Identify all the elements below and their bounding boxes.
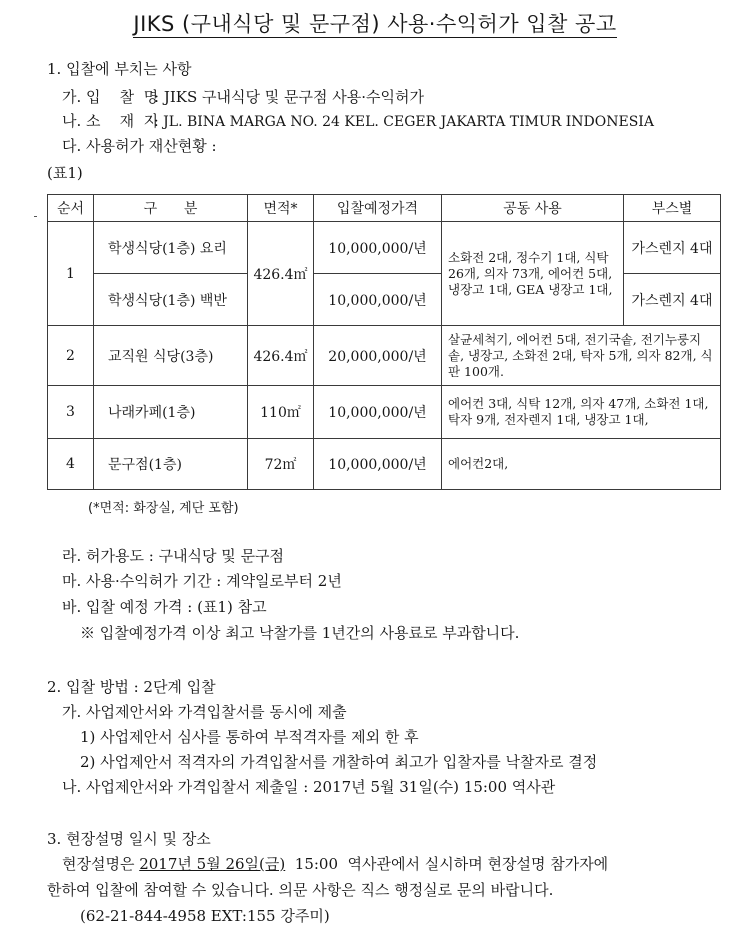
row2-name: 교직원 식당(3층) bbox=[94, 326, 248, 386]
row1b-booth: 가스렌지 4대 bbox=[624, 274, 721, 326]
briefing-line2: 한하여 입찰에 참여할 수 있습니다. 의문 사항은 직스 행정실로 문의 바랍니다. bbox=[47, 881, 554, 899]
price-note: ※ 입찰예정가격 이상 최고 낙찰가를 1년간의 사용료로 부과합니다. bbox=[80, 624, 520, 642]
property-status-label: 다. 사용허가 재산현황 : bbox=[62, 137, 217, 155]
submission-method: 가. 사업제안서와 가격입찰서를 동시에 제출 bbox=[62, 703, 347, 721]
row4-shared: 에어컨2대, bbox=[442, 439, 721, 490]
row3-area: 110㎡ bbox=[248, 386, 314, 439]
briefing-detail: 15:00 역사관에서 실시하며 현장설명 참가자에 bbox=[285, 855, 609, 873]
document-title: JIKS (구내식당 및 문구점) 사용·수익허가 입찰 공고 bbox=[133, 12, 617, 36]
scan-mark bbox=[34, 216, 37, 217]
section1-heading: 1. 입찰에 부치는 사항 bbox=[47, 60, 192, 78]
row1b-name: 학생식당(1층) 백반 bbox=[94, 274, 248, 326]
header-no: 순서 bbox=[48, 195, 94, 222]
row1-shared: 소화전 2대, 정수기 1대, 식탁 26개, 의자 73개, 에어컨 5대,냉장고 1대, GEA 냉장고 1대, bbox=[442, 222, 624, 326]
row4-price: 10,000,000/년 bbox=[314, 439, 442, 490]
permit-use: 라. 허가용도 : 구내식당 및 문구점 bbox=[62, 547, 285, 565]
table-row bbox=[48, 326, 721, 386]
row4-no: 4 bbox=[48, 439, 94, 490]
header-shared: 공동 사용 bbox=[442, 195, 624, 222]
table-caption: (표1) bbox=[47, 164, 83, 182]
row2-area: 426.4㎡ bbox=[248, 326, 314, 386]
location-label: 나. 소 재 지 bbox=[62, 112, 159, 130]
briefing-date: 2017년 5월 26일(금) bbox=[139, 855, 286, 873]
briefing-intro: 현장설명은 bbox=[62, 855, 140, 873]
area-footnote: (*면적: 화장실, 계단 포함) bbox=[88, 501, 239, 516]
planned-price: 바. 입찰 예정 가격 : (표1) 참고 bbox=[62, 598, 267, 616]
row3-name: 나래카페(1층) bbox=[94, 386, 248, 439]
header-category: 구 분 bbox=[94, 195, 248, 222]
row1a-booth: 가스렌지 4대 bbox=[624, 222, 721, 274]
table-row bbox=[48, 386, 721, 439]
row1-no: 1 bbox=[48, 222, 94, 326]
row2-shared: 살균세척기, 에어컨 5대, 전기국솥, 전기누룽지솥, 냉장고, 소화전 2대, 탁자 5개, 의자 82개, 식판 100개. bbox=[442, 326, 721, 386]
location-row bbox=[62, 110, 654, 131]
table-header-row bbox=[48, 195, 721, 222]
row4-name: 문구점(1층) bbox=[94, 439, 248, 490]
row4-area: 72㎡ bbox=[248, 439, 314, 490]
header-price: 입찰예정가격 bbox=[314, 195, 442, 222]
row1a-name: 학생식당(1층) 요리 bbox=[94, 222, 248, 274]
row2-no: 2 bbox=[48, 326, 94, 386]
table-row bbox=[48, 222, 721, 274]
step2-item: 2) 사업제안서 적격자의 가격입찰서를 개찰하여 최고가 입찰자를 낙찰자로 결정 bbox=[80, 753, 598, 771]
permit-period: 마. 사용·수익허가 기간 : 계약일로부터 2년 bbox=[62, 572, 342, 590]
submission-date: 나. 사업제안서와 가격입찰서 제출일 : 2017년 5월 31일(수) 15:00 역사관 bbox=[62, 778, 556, 796]
header-booth: 부스별 bbox=[624, 195, 721, 222]
bid-name-value: : JIKS 구내식당 및 문구점 사용·수익허가 bbox=[154, 88, 424, 106]
row1-area: 426.4㎡ bbox=[248, 222, 314, 326]
row2-price: 20,000,000/년 bbox=[314, 326, 442, 386]
bid-name-row bbox=[62, 86, 424, 107]
bid-name-label: 가. 입 찰 명 bbox=[62, 88, 159, 106]
header-area: 면적* bbox=[248, 195, 314, 222]
briefing-line1 bbox=[62, 853, 608, 874]
row3-price: 10,000,000/년 bbox=[314, 386, 442, 439]
section2-heading: 2. 입찰 방법 : 2단계 입찰 bbox=[47, 678, 216, 696]
table-row bbox=[48, 439, 721, 490]
row1b-price: 10,000,000/년 bbox=[314, 274, 442, 326]
section3-heading: 3. 현장설명 일시 및 장소 bbox=[47, 830, 211, 848]
row3-no: 3 bbox=[48, 386, 94, 439]
row1a-price: 10,000,000/년 bbox=[314, 222, 442, 274]
contact-info: (62-21-844-4958 EXT:155 강주미) bbox=[80, 907, 330, 925]
location-value: : JL. BINA MARGA NO. 24 KEL. CEGER JAKARTA TIMUR INDONESIA bbox=[154, 114, 654, 130]
row3-shared: 에어컨 3대, 식탁 12개, 의자 47개, 소화전 1대, 탁자 9개, 전자렌지 1대, 냉장고 1대, bbox=[442, 386, 721, 439]
step1-item: 1) 사업제안서 심사를 통하여 부적격자를 제외 한 후 bbox=[80, 728, 419, 746]
property-table bbox=[47, 194, 721, 490]
